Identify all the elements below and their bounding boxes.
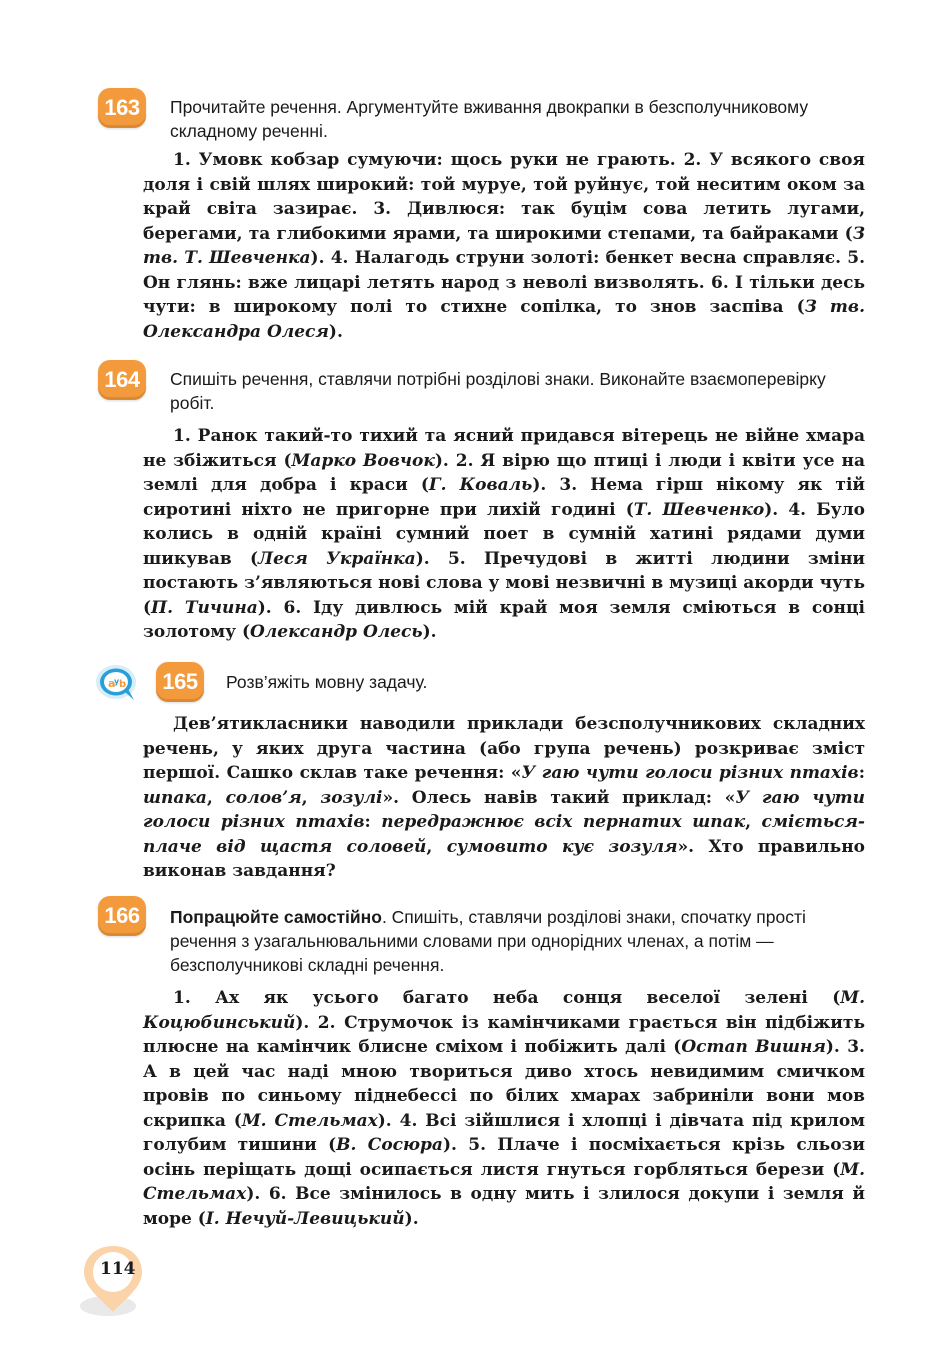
- source-citation: Олександр Олесь: [250, 622, 423, 642]
- source-citation: передражнює всіх пернатих шпак: [381, 812, 746, 832]
- exercise-instruction: Прочитайте речення. Аргументуйте вживання двокрапки в безсполучниковому складному реченні.: [170, 97, 809, 141]
- text-segment: ).: [404, 1208, 419, 1229]
- source-citation: Остап Вишня: [681, 1037, 826, 1057]
- source-citation: М. Стельмах: [143, 1159, 865, 1204]
- exercise-instruction: Спишіть речення, ставлячи потрібні розділові знаки. Виконайте взаємоперевірку робіт.: [170, 369, 826, 413]
- text-segment: ). 4. Всі зійшлися і хлопці і дівчата під крилом голубим тишини (: [143, 1110, 865, 1155]
- source-citation: сумовито кує зозуля: [446, 836, 678, 857]
- source-citation: П. Тичина: [151, 597, 258, 618]
- exercise-instruction: [170, 905, 870, 977]
- text-segment: :: [858, 763, 865, 783]
- text-segment: ).: [422, 622, 437, 642]
- exercise-number-badge: 165: [156, 662, 204, 702]
- text-segment: ). 5. Плаче і посміхається крізь сльози осінь періщать дощі осипається листя гнуться горбляться берези (: [143, 1135, 866, 1180]
- source-citation: шпака: [143, 787, 207, 808]
- source-citation: Г. Коваль: [428, 475, 533, 495]
- text-segment: Дев’ятикласники наводили приклади безсполучникових складних речень, у яких друга частина (або група речень) розкриває зміст першої. Сашко склав таке речення: «: [143, 714, 865, 783]
- text-segment: ,: [206, 787, 226, 808]
- svg-text:a: a: [108, 677, 116, 690]
- text-segment: ,: [426, 836, 447, 857]
- text-segment: ). 2. Я вірю що птиці і люди і квіти усе на землі для добра і краси (: [143, 450, 865, 495]
- text-segment: ,: [745, 812, 762, 832]
- text-segment: ». Хто правильно виконав завдання?: [143, 836, 865, 881]
- exercise-text: [143, 148, 865, 344]
- text-segment: ,: [301, 787, 321, 808]
- source-citation: І. Нечуй-Левицький: [205, 1208, 405, 1229]
- exercise-number-badge: 166: [98, 896, 146, 936]
- text-segment: ). 5. Пречудові в житті людини зміни постають з’являються нові слова у мові незвичні в музиці акорди чуть (: [143, 548, 866, 618]
- text-segment: 1. Ах як усього багато неба сонця веселої зелені (: [173, 988, 841, 1008]
- exercise-text: [143, 424, 865, 645]
- exercise-text: [143, 986, 865, 1231]
- text-segment: ).: [328, 321, 343, 342]
- source-citation: У гаю чути голоси різних птахів: [521, 763, 859, 783]
- source-citation: М. Коцюбинський: [143, 988, 865, 1033]
- exercise-number-badge: 164: [98, 360, 146, 400]
- exercise-text: [143, 712, 865, 884]
- text-segment: ). 4. Було колись в одній країні сумний поет в сумній хатині рядами думи шикував (: [143, 499, 866, 569]
- svg-text:b: b: [119, 679, 127, 690]
- text-segment: ). 6. Все змінилось в одну мить і злилося докупи і земля й море (: [143, 1184, 865, 1229]
- instruction-lead: Попрацюйте самостійно: [170, 907, 382, 927]
- source-citation: З тв. Олександра Олеся: [143, 297, 866, 342]
- source-citation: Марко Вовчок: [291, 450, 435, 471]
- text-segment: ). 4. Налагодь струни золоті: бенкет весна справляє. 5. Он глянь: вже лицарі летять народ з неволі визволять. 6. І тільки десь чути: в широкому полі то стихне сопілка, то знов заспіва (: [143, 248, 865, 317]
- source-citation: Леся Українка: [258, 548, 416, 569]
- source-citation: У гаю чути голоси різних птахів: [143, 787, 865, 832]
- exercise-number-badge: 163: [98, 88, 146, 128]
- source-citation: З тв. Т. Шевченка: [143, 223, 865, 268]
- page-number-marker-icon: [78, 1240, 148, 1320]
- source-citation: М. Стельмах: [241, 1110, 378, 1131]
- speech-bubble-icon: [94, 662, 144, 704]
- source-citation: сміється-плаче від щастя соловей: [143, 812, 865, 857]
- page-number: 114: [100, 1259, 136, 1279]
- text-segment: 1. Умовк кобзар сумуючи: щось руки не грають. 2. У всякого своя доля і свій шлях широкий: той муруе, той руйнує, той неситим оком за край світа зазирає. 3. Дивлюся: так буцім сова летить лугами, берегами, та глибокими ярами, та широкими степами, та байраками (: [143, 150, 865, 244]
- svg-text:y: y: [114, 677, 120, 686]
- text-segment: ). 3. А в цей час наді мною твориться диво хтось невидимим смичком провів по синьому піднебессі по білих хмарах забриніли вони мов скрипка (: [143, 1037, 865, 1131]
- text-segment: ). 6. Іду дивлюсь мій край моя земля сміються в сонці золотому (: [143, 597, 865, 642]
- text-segment: ). 3. Нема гірш нікому як тій сиротині ніхто не пригорне при лихій годині (: [143, 475, 866, 520]
- text-segment: ). 2. Струмочок із камінчиками грається він підбіжить плюсне на камінчик блисне сміхом і побіжить далі (: [143, 1012, 865, 1057]
- source-citation: зозулі: [320, 787, 383, 808]
- text-segment: ». Олесь навів такий приклад: «: [382, 787, 736, 808]
- source-citation: В. Сосюра: [336, 1135, 443, 1155]
- source-citation: Т. Шевченко: [633, 499, 765, 520]
- text-segment: :: [364, 812, 382, 832]
- instruction-rest: . Спишіть, ставлячи розділові знаки, спочатку прості речення з узагальнювальними словами при однорідних членах, а потім — безсполучникові складні речення.: [170, 907, 806, 975]
- source-citation: солов’я: [225, 787, 302, 808]
- text-segment: 1. Ранок такий-то тихий та ясний придався вітерець не війне хмара не збіжиться (: [143, 426, 865, 471]
- exercise-instruction: Розв’яжіть мовну задачу.: [226, 672, 428, 692]
